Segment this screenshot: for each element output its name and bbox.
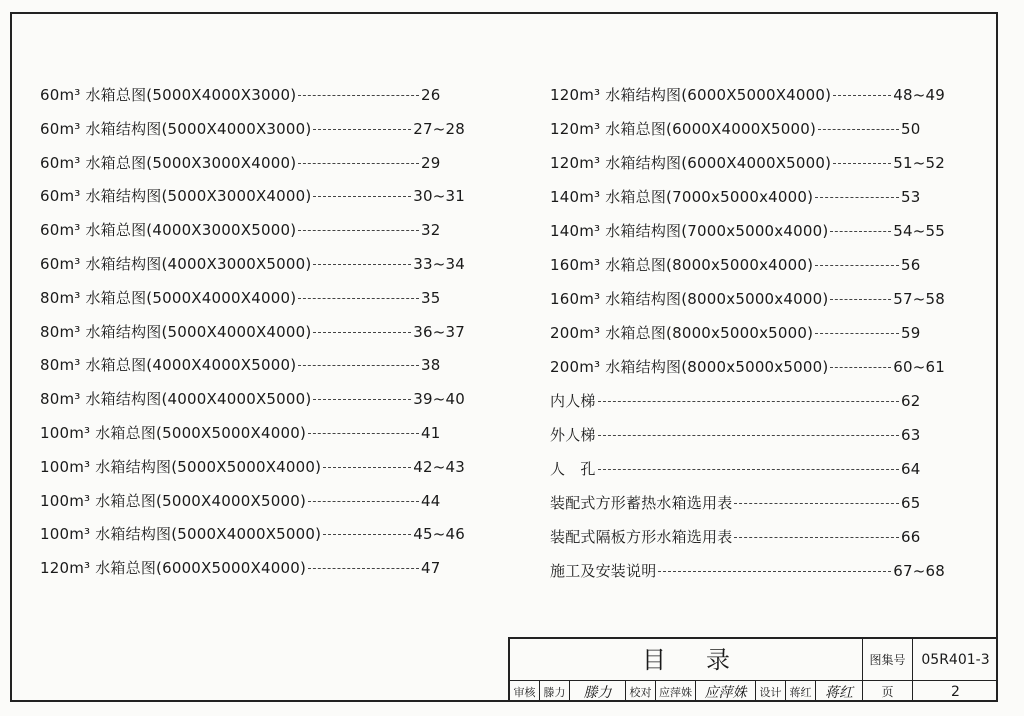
toc-leader-dashes [308,433,419,434]
toc-entry-page: 51~52 [893,154,945,172]
toc-entry-title: 80m³ 水箱总图(5000X4000X4000) [40,288,297,307]
toc-entry-page: 54~55 [893,222,945,240]
toc-entry-title: 60m³ 水箱结构图(5000X3000X4000) [40,187,312,206]
toc-entry-title: 120m³ 水箱结构图(6000X5000X4000) [550,86,832,104]
toc-entry-page: 27~28 [413,119,465,138]
toc-entry-title: 装配式隔板方形水箱选用表 [550,528,733,546]
toc-leader-dashes [815,265,899,266]
toc-entry-page: 32 [421,221,441,240]
toc-leader-dashes [734,503,899,504]
toc-column-left [40,84,465,591]
toc-entry [550,186,945,220]
toc-leader-dashes [818,129,899,130]
toc-leader-dashes [598,435,899,436]
toc-entry [550,424,945,458]
toc-entry-title: 80m³ 水箱总图(4000X4000X5000) [40,356,297,375]
review-signature: 滕力 [570,681,626,702]
toc-entry-title: 80m³ 水箱结构图(5000X4000X4000) [40,322,312,341]
toc-entry [550,288,945,322]
toc-leader-dashes [308,501,419,502]
toc-entry [550,152,945,186]
toc-leader-dashes [734,537,899,538]
review-name: 滕力 [540,681,570,702]
toc-entry-page: 41 [421,423,441,442]
toc-entry [40,152,465,186]
toc-entry-page: 30~31 [413,187,465,206]
toc-leader-dashes [313,264,411,265]
design-label: 设计 [756,681,786,702]
toc-entry [40,422,465,456]
title-block-main [510,639,863,681]
toc-entry [550,220,945,254]
toc-entry-title: 120m³ 水箱总图(6000X4000X5000) [550,120,817,138]
toc-leader-dashes [313,399,411,400]
toc-entry-title: 施工及安装说明 [550,562,657,580]
toc-leader-dashes [298,298,419,299]
review-label: 审核 [510,681,540,702]
design-signature: 蒋红 [816,681,863,702]
toc-entry [550,322,945,356]
toc-entry-page: 56 [901,256,921,274]
toc-leader-dashes [830,231,891,232]
toc-entry-title: 100m³ 水箱总图(5000X5000X4000) [40,423,307,442]
toc-entry-title: 120m³ 水箱结构图(6000X4000X5000) [550,154,832,172]
toc-entry [40,118,465,152]
toc-leader-dashes [830,299,891,300]
toc-entry-title: 80m³ 水箱结构图(4000X4000X5000) [40,390,312,409]
toc-entry-page: 38 [421,356,441,375]
toc-entry [40,253,465,287]
toc-entry [40,287,465,321]
toc-leader-dashes [313,196,411,197]
toc-entry-page: 62 [901,392,921,410]
toc-entry-title: 60m³ 水箱总图(4000X3000X5000) [40,221,297,240]
design-name: 蒋红 [786,681,816,702]
toc-entry-page: 67~68 [893,562,945,580]
toc-entry [40,456,465,490]
toc-entry-page: 66 [901,528,921,546]
toc-entry-page: 42~43 [413,457,465,476]
toc-leader-dashes [313,332,411,333]
atlas-number-value: 05R401-3 [913,639,998,681]
toc-leader-dashes [598,401,899,402]
toc-entry [40,321,465,355]
toc-entry-title: 外人梯 [550,426,596,444]
toc-entry-title: 160m³ 水箱总图(8000x5000x4000) [550,256,814,274]
toc-entry [40,354,465,388]
toc-entry-page: 50 [901,120,921,138]
toc-entry-title: 100m³ 水箱总图(5000X4000X5000) [40,491,307,510]
toc-leader-dashes [298,163,419,164]
page-label: 页 [863,681,913,702]
toc-entry-title: 120m³ 水箱总图(6000X5000X4000) [40,559,307,578]
toc-entry [550,84,945,118]
toc-entry-page: 63 [901,426,921,444]
toc-entry [40,388,465,422]
toc-leader-dashes [815,197,899,198]
toc-leader-dashes [298,365,419,366]
toc-entry [550,254,945,288]
toc-leader-dashes [298,230,419,231]
toc-entry-title: 200m³ 水箱结构图(8000x5000x5000) [550,358,829,376]
toc-leader-dashes [313,129,411,130]
toc-entry-title: 60m³ 水箱总图(5000X4000X3000) [40,86,297,104]
sheet-title: 目录 [642,646,770,674]
toc-entry [40,84,465,118]
toc-leader-dashes [658,571,891,572]
toc-leader-dashes [833,95,891,96]
toc-leader-dashes [323,467,411,468]
toc-entry-title: 100m³ 水箱结构图(5000X5000X4000) [40,457,322,476]
toc-entry-page: 65 [901,494,921,512]
toc-column-right [550,84,945,594]
toc-entry-page: 36~37 [413,322,465,341]
toc-entry-title: 140m³ 水箱总图(7000x5000x4000) [550,188,814,206]
toc-entry-title: 内人梯 [550,392,596,410]
toc-entry-page: 59 [901,324,921,342]
toc-entry [550,390,945,424]
toc-leader-dashes [323,534,411,535]
toc-entry-page: 64 [901,460,921,478]
page-number: 2 [951,683,960,700]
toc-leader-dashes [833,163,891,164]
toc-entry [550,560,945,594]
toc-entry-page: 44 [421,491,441,510]
toc-leader-dashes [830,367,891,368]
toc-entry-title: 160m³ 水箱结构图(8000x5000x4000) [550,290,829,308]
toc-leader-dashes [298,95,419,96]
toc-entry-title: 60m³ 水箱结构图(4000X3000X5000) [40,254,312,273]
toc-entry-page: 57~58 [893,290,945,308]
proof-label: 校对 [626,681,656,702]
toc-entry-title: 100m³ 水箱结构图(5000X4000X5000) [40,525,322,544]
toc-entry [40,185,465,219]
proof-signature: 应萍姝 [696,681,756,702]
toc-entry-title: 装配式方形蓄热水箱选用表 [550,494,733,512]
toc-entry [40,557,465,591]
toc-entry-title: 200m³ 水箱总图(8000x5000x5000) [550,324,814,342]
title-block [508,637,998,702]
toc-entry [40,523,465,557]
toc-entry-page: 35 [421,288,441,307]
toc-entry-page: 47 [421,559,441,578]
toc-entry [550,356,945,390]
toc-entry-title: 60m³ 水箱结构图(5000X4000X3000) [40,119,312,138]
toc-entry [550,492,945,526]
toc-entry-page: 26 [421,86,441,104]
toc-entry-page: 29 [421,153,441,172]
toc-entry [550,526,945,560]
toc-leader-dashes [308,568,419,569]
toc-entry [40,490,465,524]
toc-entry-page: 33~34 [413,254,465,273]
toc-entry-page: 60~61 [893,358,945,376]
toc-leader-dashes [598,469,899,470]
toc-entry-page: 53 [901,188,921,206]
toc-entry [550,118,945,152]
toc-entry [40,219,465,253]
toc-leader-dashes [815,333,899,334]
toc-entry-page: 39~40 [413,390,465,409]
toc-entry-page: 48~49 [893,86,945,104]
toc-entry-title: 140m³ 水箱结构图(7000x5000x4000) [550,222,829,240]
toc-entry-title: 60m³ 水箱总图(5000X3000X4000) [40,153,297,172]
atlas-number-label: 图集号 [863,639,913,681]
proof-name: 应萍姝 [656,681,696,702]
toc-entry-page: 45~46 [413,525,465,544]
toc-entry-title: 人 孔 [550,460,596,478]
toc-entry [550,458,945,492]
